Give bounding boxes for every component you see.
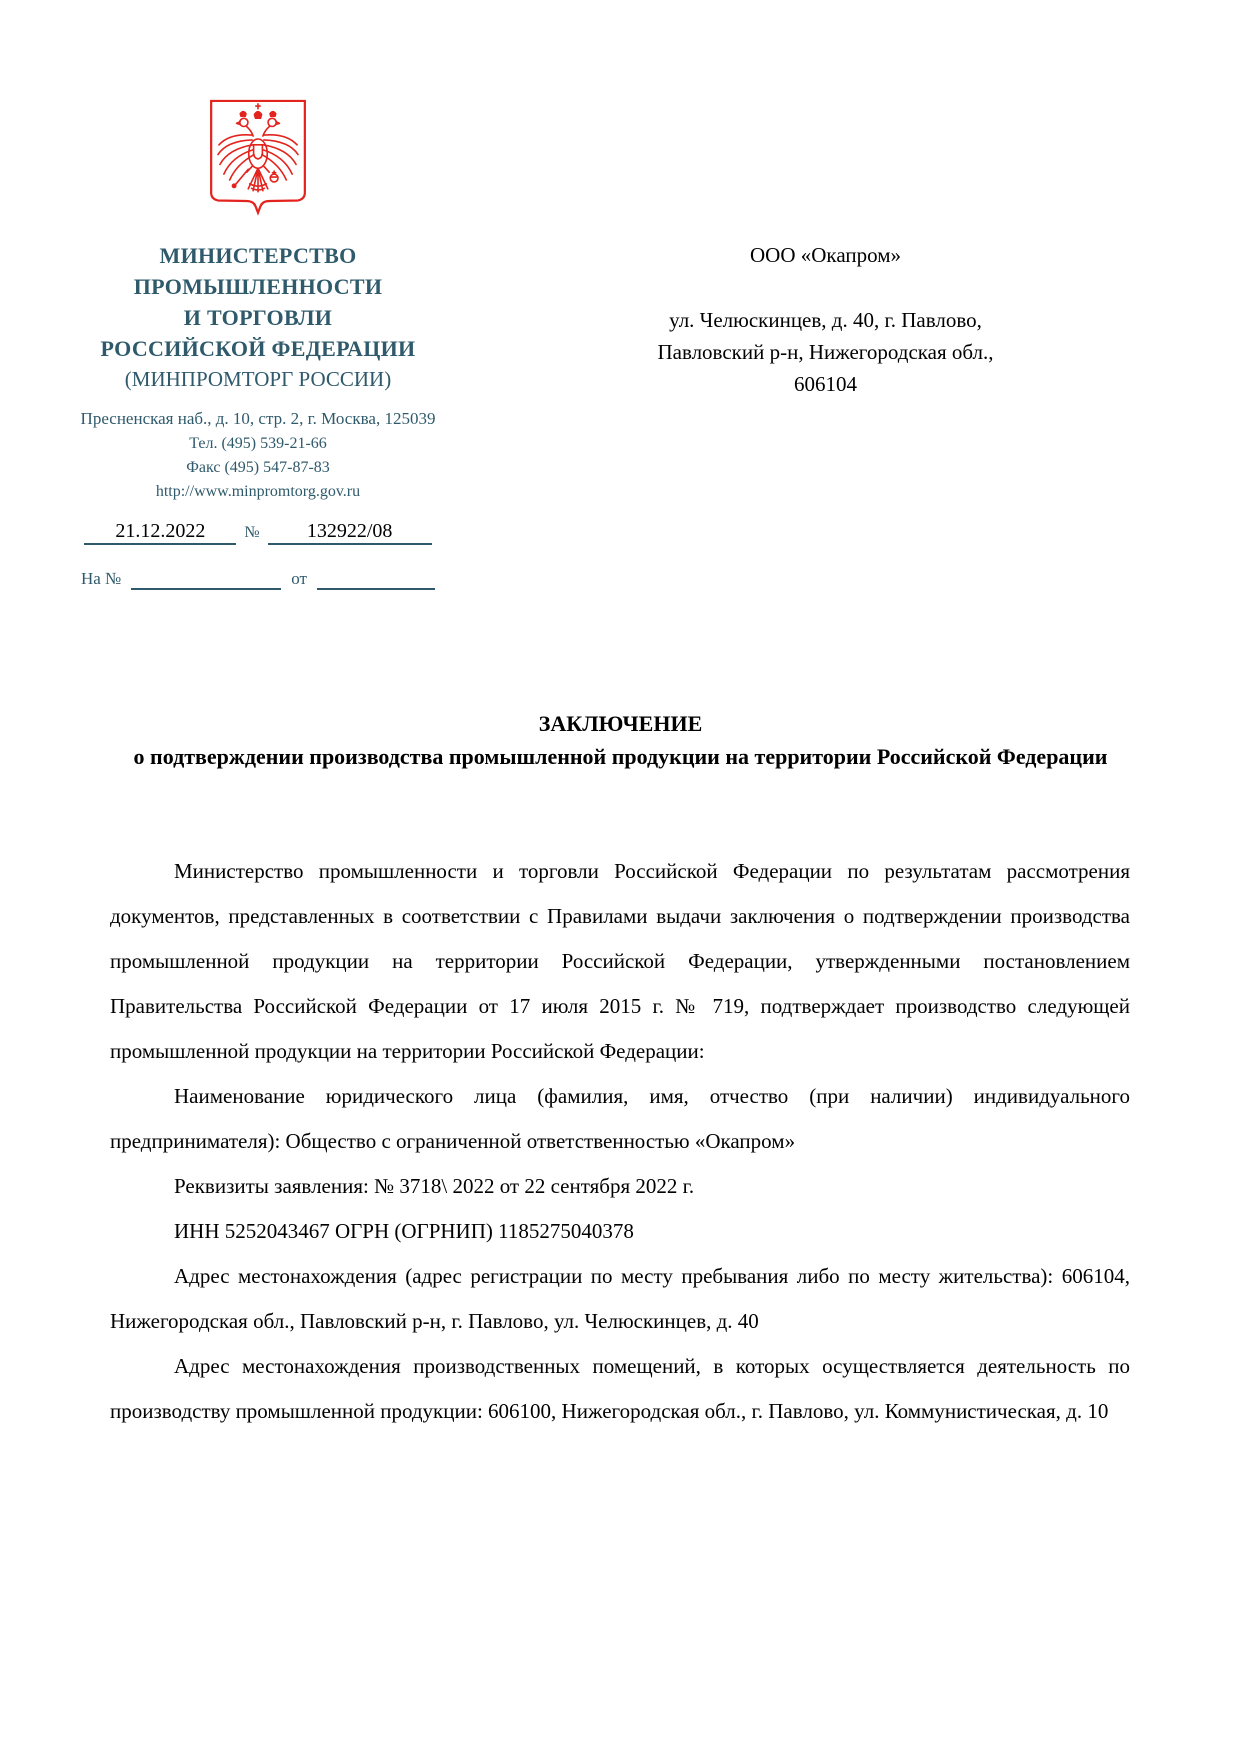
reference-number-blank <box>131 588 281 590</box>
body-paragraph: Реквизиты заявления: № 3718\ 2022 от 22 сентября 2022 г. <box>174 1174 695 1198</box>
ministry-name-line-2: ПРОМЫШЛЕННОСТИ <box>133 274 383 299</box>
recipient-address-line-3: 606104 <box>794 372 857 396</box>
document-title: ЗАКЛЮЧЕНИЕ <box>538 711 703 736</box>
ministry-website: http://www.minpromtorg.gov.ru <box>155 483 361 500</box>
date-number-row <box>56 519 460 545</box>
document-subtitle: о подтверждении производства промышленной продукции на территории Российской Федерации <box>133 744 1108 769</box>
body-paragraph: Наименование юридического лица (фамилия, имя, отчество (при наличии) индивидуального предпринимателя): Общество с ограниченной ответственностью «Окапром» <box>110 1084 1130 1153</box>
body-paragraph: Адрес местонахождения производственных помещений, в которых осуществляется деятельность по производству промышленной продукции: 606100, Нижегородская обл., г. Павлово, ул. Коммунистическая, д. 10 <box>110 1354 1130 1423</box>
reference-row <box>56 568 460 590</box>
ministry-phone: Тел. (495) 539-21-66 <box>189 435 327 452</box>
body-paragraph: Министерство промышленности и торговли Российской Федерации по результатам рассмотрения документов, представленных в соответствии с Правилами выдачи заключения о подтверждении производства промышленной продукции на территории Российской Федерации, утвержденными постановлением Правительства Российской Федерации от 17 июля 2015 г. № 719, подтверждает производство следующей промышленной продукции на территории Российской Федерации: <box>110 859 1130 1063</box>
ministry-name-line-3: И ТОРГОВЛИ <box>183 305 333 330</box>
ministry-name-line-4: РОССИЙСКОЙ ФЕДЕРАЦИИ <box>100 336 416 361</box>
coat-of-arms-icon <box>206 98 310 220</box>
recipient-name: ООО «Окапром» <box>750 243 901 267</box>
ministry-address: Пресненская наб., д. 10, стр. 2, г. Москва, 125039 <box>80 409 436 428</box>
document-body <box>110 849 1130 1434</box>
ministry-fax: Факс (495) 547-87-83 <box>186 459 330 476</box>
document-date: 21.12.2022 <box>84 519 236 545</box>
body-paragraph: ИНН 5252043467 ОГРН (ОГРНИП) 1185275040378 <box>174 1219 634 1243</box>
document-title-block <box>110 707 1131 773</box>
reference-number-label: На № <box>80 569 122 588</box>
document-number: 132922/08 <box>268 519 432 545</box>
reference-from-label: от <box>291 569 307 588</box>
body-paragraph: Адрес местонахождения (адрес регистрации по месту пребывания либо по месту жительства): 606104, Нижегородская обл., Павловский р-н, г. Павлово, ул. Челюскинцев, д. 40 <box>110 1264 1130 1333</box>
reference-date-blank <box>317 588 435 590</box>
recipient-address-line-1: ул. Челюскинцев, д. 40, г. Павлово, <box>669 308 982 332</box>
number-sign: № <box>244 524 260 541</box>
letterhead <box>56 98 460 590</box>
recipient-address-line-2: Павловский р-н, Нижегородская обл., <box>657 340 994 364</box>
ministry-name-line-1: МИНИСТЕРСТВО <box>159 243 357 268</box>
recipient-block <box>598 239 1053 400</box>
ministry-short-name: (МИНПРОМТОРГ РОССИИ) <box>124 367 392 391</box>
